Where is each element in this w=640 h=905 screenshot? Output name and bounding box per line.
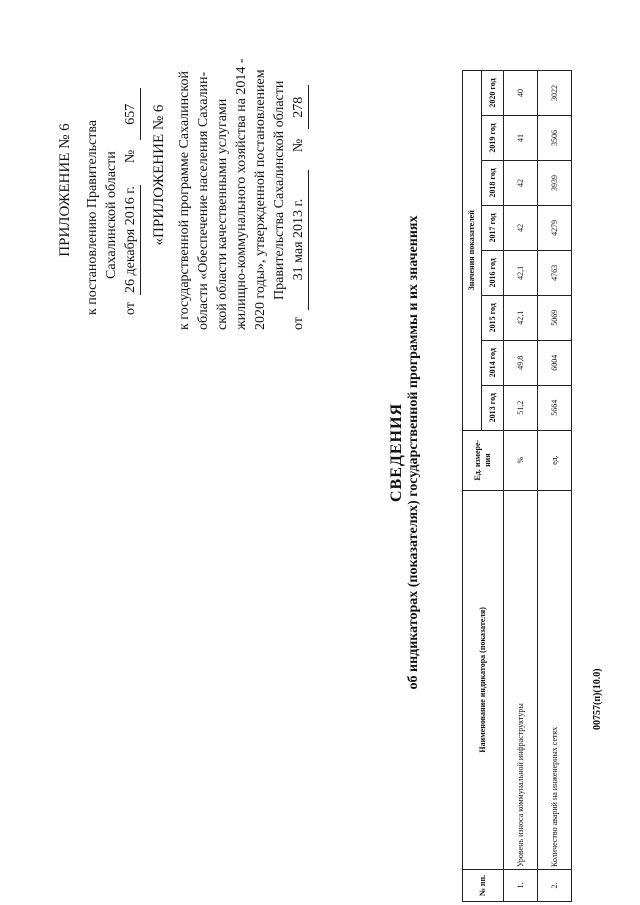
row-value: 6004 [538,340,572,385]
original-appendix-line: 2020 годы», утвержденной постановлением [253,69,268,330]
title-main: СВЕДЕНИЯ [388,402,405,503]
document-footer-code: 00757(п)(10.0) [592,668,603,730]
document-title [388,0,422,905]
header-unit: Ед. измере- ния [463,430,504,490]
original-date-line [289,20,309,330]
header-year: 2020 год [482,71,504,116]
row-number: 2. [538,870,572,902]
row-value: 42 [504,205,538,250]
original-appendix-block [150,20,309,330]
header-year: 2018 год [482,160,504,205]
indicators-table-wrapper [462,70,572,902]
appendix-line-1: к постановлению Правительства [85,119,100,315]
row-value: 40 [504,71,538,116]
appendix-line-2: Сахалинской области [104,151,119,279]
row-unit: ед. [538,430,572,490]
original-date-value: 31 мая 2013 г. [289,170,309,310]
header-number: № пп. [463,870,504,902]
header-year: 2013 год [482,385,504,430]
original-number-value: 278 [289,85,309,129]
original-number-sign: № [291,138,306,153]
row-indicator-name: Количество аварий на инженерных сетях [538,490,572,869]
original-appendix-line: жилищно-коммунального хозяйства на 2014 - [234,58,249,330]
row-value: 5664 [538,385,572,430]
row-value: 42,1 [504,295,538,340]
header-year: 2017 год [482,205,504,250]
row-value: 42,1 [504,250,538,295]
original-appendix-line: к государственной программе Сахалинской [177,71,192,330]
row-number: 1. [504,870,538,902]
appendix-reference-block [56,65,141,315]
indicators-table [462,70,572,902]
appendix-number-sign: № [123,149,138,164]
header-year: 2019 год [482,116,504,161]
appendix-number-value: 657 [121,88,141,140]
appendix-date-prefix: от [123,302,138,315]
row-unit: % [504,430,538,490]
row-indicator-name: Уровень износа коммунальной инфраструктуры [504,490,538,869]
original-appendix-line: Правительства Сахалинской области [272,80,287,300]
table-row [538,71,572,902]
title-subtitle: об индикаторах (показателях) государственной программы и их значениях [406,215,421,690]
original-appendix-line: области «Обеспечение населения Сахалин- [196,71,211,330]
table-row [504,71,538,902]
appendix-date-value: 26 декабря 2016 г. [121,185,141,295]
header-year: 2014 год [482,340,504,385]
header-indicator-name: Наименование индикатора (показателя) [463,490,504,869]
row-value: 3506 [538,116,572,161]
appendix-heading: ПРИЛОЖЕНИЕ № 6 [57,123,73,257]
original-appendix-line: ской области качественными услугами [215,98,230,330]
row-value: 3022 [538,71,572,116]
header-year: 2016 год [482,250,504,295]
row-value: 42 [504,160,538,205]
row-value: 4279 [538,205,572,250]
original-date-prefix: от [291,317,306,330]
row-value: 41 [504,116,538,161]
appendix-date-line [121,65,141,315]
row-value: 5069 [538,295,572,340]
original-appendix-heading: «ПРИЛОЖЕНИЕ № 6 [151,104,167,246]
header-year: 2015 год [482,295,504,340]
row-value: 51,2 [504,385,538,430]
row-value: 3939 [538,160,572,205]
header-values: Значения показателей [463,71,482,431]
row-value: 4763 [538,250,572,295]
row-value: 49,8 [504,340,538,385]
